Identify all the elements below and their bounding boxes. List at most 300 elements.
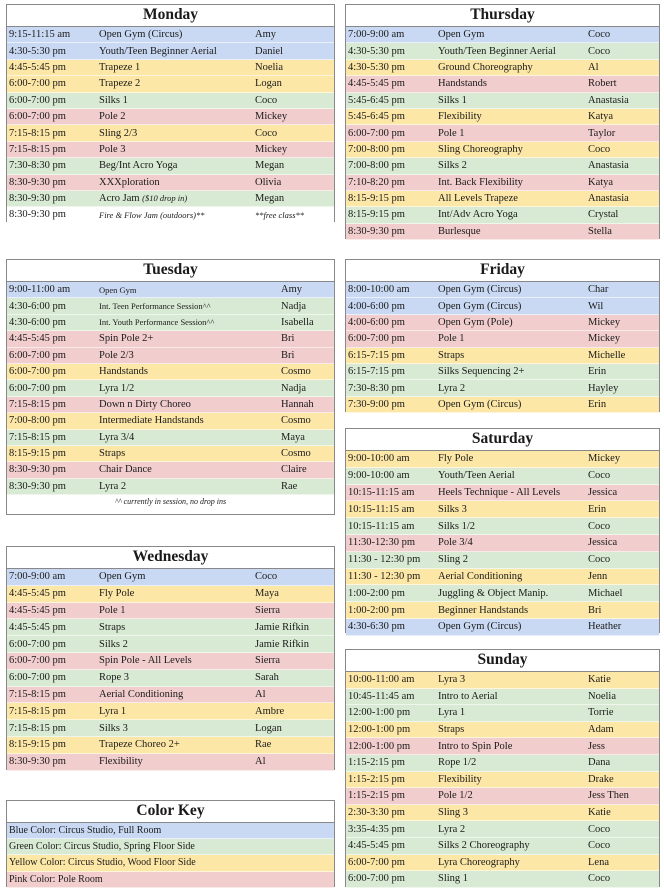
- instructor: Noelia: [588, 690, 616, 702]
- class-name: [99, 689, 255, 700]
- class-name-text: Open Gym (Pole): [438, 316, 513, 328]
- instructor: Megan: [255, 160, 285, 172]
- instructor: Sarah: [255, 672, 279, 684]
- class-name: [438, 160, 588, 171]
- class-time: 8:30-9:30 pm: [9, 756, 66, 768]
- class-time: 8:15-9:15 pm: [9, 448, 66, 460]
- instructor: Coco: [588, 143, 611, 155]
- class-name-text: Youth/Teen Beginner Aerial: [438, 45, 556, 57]
- class-time: 11:30-12:30 pm: [348, 537, 415, 549]
- class-row: [346, 93, 659, 109]
- instructor: Mickey: [255, 111, 288, 123]
- class-name: [438, 824, 588, 835]
- instructor: Jamie Rifkin: [255, 621, 309, 633]
- class-name-text: Youth/Teen Aerial: [438, 470, 515, 482]
- instructor: Mickey: [255, 143, 288, 155]
- class-time: 8:30-9:30 pm: [9, 176, 66, 188]
- class-row: [7, 462, 334, 478]
- class-time: 6:00-7:00 pm: [348, 333, 405, 345]
- class-name-text: Chair Dance: [99, 464, 152, 476]
- class-name: [99, 481, 281, 492]
- class-row: [346, 397, 659, 413]
- color-key-row: [7, 823, 334, 839]
- class-name-text: Silks 2: [438, 160, 467, 172]
- class-name-text: XXXploration: [99, 176, 160, 188]
- class-name: [438, 691, 588, 702]
- class-name: [438, 366, 588, 377]
- class-row: [346, 331, 659, 347]
- instructor: **free class**: [255, 209, 305, 220]
- class-time: 1:15-2:15 pm: [348, 757, 405, 769]
- class-row: [346, 602, 659, 619]
- class-name-text: Silks 1: [99, 94, 128, 106]
- instructor: Adam: [588, 724, 614, 736]
- class-row: [346, 315, 659, 331]
- class-name-text: Lyra 2: [99, 480, 127, 492]
- class-time: 4:45-5:45 pm: [9, 61, 66, 73]
- class-row: [7, 109, 334, 125]
- class-name: [99, 756, 255, 767]
- class-name: [438, 144, 588, 155]
- class-name: [438, 470, 588, 481]
- class-name-text: Silks 1: [438, 94, 467, 106]
- class-name: [99, 317, 281, 327]
- class-name: [99, 672, 255, 683]
- instructor: Al: [588, 61, 599, 73]
- instructor: Isabella: [281, 316, 314, 328]
- class-name-text: Int. Back Flexibility: [438, 176, 523, 188]
- instructor: Erin: [588, 366, 607, 378]
- class-name: [438, 399, 588, 410]
- class-time: 6:00-7:00 pm: [9, 366, 66, 378]
- class-name: [99, 301, 281, 311]
- class-name: [438, 284, 588, 295]
- class-name: [438, 383, 588, 394]
- class-row: [346, 191, 659, 207]
- class-row: [346, 722, 659, 739]
- class-time: 12:00-1:00 pm: [348, 740, 411, 752]
- class-time: 1:15-2:15 pm: [348, 773, 405, 785]
- class-time: 7:00-9:00 am: [348, 29, 405, 41]
- class-time: 7:15-8:15 pm: [9, 688, 66, 700]
- class-time: 10:15-11:15 am: [348, 503, 415, 515]
- instructor: Katya: [588, 111, 614, 123]
- class-name: [438, 504, 588, 515]
- class-time: 8:00-10:00 am: [348, 284, 410, 296]
- class-name: [438, 301, 588, 312]
- class-name-text: Silks 1/2: [438, 520, 476, 532]
- instructor: Coco: [588, 823, 611, 835]
- instructor: Coco: [255, 127, 278, 139]
- class-name-text: Straps: [438, 349, 465, 361]
- class-name: [438, 840, 588, 851]
- class-time: 9:15-11:15 am: [9, 29, 71, 41]
- class-name: [99, 448, 281, 459]
- class-row: [7, 687, 334, 704]
- class-name: [438, 128, 588, 139]
- class-name: [99, 399, 281, 410]
- class-time: 12:00-1:00 pm: [348, 724, 411, 736]
- class-time: 4:30-6:00 pm: [9, 300, 66, 312]
- instructor: Coco: [255, 94, 278, 106]
- instructor: Jamie Rifkin: [255, 638, 309, 650]
- class-row: [7, 380, 334, 396]
- class-time: 4:30-6:30 pm: [348, 621, 405, 633]
- class-row: [346, 585, 659, 602]
- instructor: Jess Then: [588, 790, 629, 802]
- instructor: Stella: [588, 225, 612, 237]
- class-name-text: Flexibility: [99, 756, 143, 768]
- class-name-text: Heels Technique - All Levels: [438, 486, 561, 498]
- class-time: 7:00-8:00 pm: [348, 143, 405, 155]
- class-row: [7, 653, 334, 670]
- class-row: [346, 619, 659, 636]
- class-time: 10:45-11:45 am: [348, 690, 415, 702]
- class-row: [7, 446, 334, 462]
- instructor: Heather: [588, 621, 622, 633]
- class-name: [99, 128, 255, 139]
- sunday-title: Sunday: [346, 650, 659, 672]
- instructor: Nadja: [281, 300, 307, 312]
- class-name-text: Aerial Conditioning: [438, 570, 523, 582]
- instructor: Erin: [588, 398, 607, 410]
- instructor: Maya: [281, 431, 305, 443]
- class-time: 4:30-5:30 pm: [9, 45, 66, 57]
- class-time: 1:00-2:00 pm: [348, 604, 405, 616]
- color-key-label: Pink Color: Pole Room: [9, 873, 103, 885]
- class-row: [346, 298, 659, 314]
- class-row: [7, 397, 334, 413]
- instructor: Ambre: [255, 705, 285, 717]
- instructor: Katie: [588, 674, 611, 686]
- class-time: 6:00-7:00 pm: [348, 856, 405, 868]
- class-name-text: Pole 3/4: [438, 537, 473, 549]
- class-name: [99, 350, 281, 361]
- class-row: [346, 805, 659, 822]
- class-time: 10:15-11:15 am: [348, 520, 415, 532]
- class-row: [346, 207, 659, 223]
- class-time: 4:30-6:00 pm: [9, 316, 66, 328]
- instructor: Cosmo: [281, 415, 311, 427]
- class-row: [7, 142, 334, 158]
- class-name: [438, 724, 588, 735]
- class-row: [346, 380, 659, 396]
- instructor: Bri: [588, 604, 602, 616]
- wednesday-schedule: [6, 546, 335, 770]
- class-name: [438, 62, 588, 73]
- class-row: [346, 451, 659, 468]
- class-row: [346, 788, 659, 805]
- class-name: [99, 95, 255, 106]
- instructor: Crystal: [588, 209, 619, 221]
- class-row: [346, 27, 659, 43]
- class-name-text: Fire & Flow Jam (outdoors)**: [99, 209, 205, 220]
- color-key-row: [7, 855, 334, 871]
- class-name: [99, 111, 255, 122]
- class-time: 7:15-8:15 pm: [9, 143, 66, 155]
- class-name-text: Silks 3: [99, 722, 128, 734]
- class-note: ($10 drop in): [142, 193, 188, 204]
- class-name-text: Trapeze 2: [99, 78, 141, 90]
- instructor: Coco: [588, 840, 611, 852]
- class-time: 6:00-7:00 pm: [348, 127, 405, 139]
- color-key: [6, 800, 335, 887]
- class-row: [7, 348, 334, 364]
- class-time: 4:45-5:45 pm: [9, 621, 66, 633]
- class-row: [346, 552, 659, 569]
- class-name-text: Pole 1: [438, 127, 465, 139]
- class-row: [346, 158, 659, 174]
- instructor: Al: [255, 756, 266, 768]
- class-name: [438, 193, 588, 204]
- class-name-text: Open Gym (Circus): [99, 29, 183, 41]
- instructor: Sierra: [255, 655, 281, 667]
- saturday-title: Saturday: [346, 429, 659, 451]
- instructor: Al: [255, 688, 266, 700]
- class-time: 5:45-6:45 pm: [348, 94, 405, 106]
- class-row: [7, 430, 334, 446]
- class-name-text: Pole 2: [99, 111, 126, 123]
- class-row: [346, 485, 659, 502]
- class-row: [7, 619, 334, 636]
- class-time: 7:00-8:00 pm: [9, 415, 66, 427]
- class-name-text: Straps: [438, 724, 465, 736]
- instructor: Jessica: [588, 486, 618, 498]
- instructor: Hannah: [281, 398, 314, 410]
- class-row: [346, 755, 659, 772]
- instructor: Coco: [588, 520, 611, 532]
- class-name-text: Silks 3: [438, 503, 467, 515]
- class-row: [7, 636, 334, 653]
- class-name-text: Pole 1: [438, 333, 465, 345]
- instructor: Anastasia: [588, 193, 629, 205]
- class-name-text: Trapeze Choreo 2+: [99, 739, 180, 751]
- class-row: [346, 672, 659, 689]
- class-time: 8:30-9:30 pm: [9, 193, 66, 205]
- class-name: [438, 605, 588, 616]
- class-row: [7, 413, 334, 429]
- class-time: 5:45-6:45 pm: [348, 111, 405, 123]
- class-name-text: Silks 2: [99, 638, 128, 650]
- class-row: [346, 109, 659, 125]
- class-row: [346, 125, 659, 141]
- class-time: 1:00-2:00 pm: [348, 587, 405, 599]
- class-name: [438, 95, 588, 106]
- class-time: 8:15-9:15 pm: [348, 209, 405, 221]
- class-time: 8:15-9:15 pm: [348, 193, 405, 205]
- class-name-text: Fly Pole: [438, 453, 474, 465]
- class-time: 2:30-3:30 pm: [348, 807, 405, 819]
- class-name: [99, 383, 281, 394]
- class-name: [438, 78, 588, 89]
- class-name-text: Open Gym (Circus): [438, 284, 522, 296]
- class-row: [346, 772, 659, 789]
- class-row: [7, 569, 334, 586]
- class-name: [99, 29, 255, 40]
- class-name-text: Beg/Int Acro Yoga: [99, 160, 178, 172]
- class-row: [346, 569, 659, 586]
- class-name-text: Acro Jam: [99, 193, 140, 205]
- class-name-text: Pole 1: [99, 604, 126, 616]
- class-row: [346, 468, 659, 485]
- class-name: [438, 317, 588, 328]
- instructor: Taylor: [588, 127, 616, 139]
- class-name: [438, 453, 588, 464]
- class-name: [438, 209, 588, 220]
- class-name-text: Lyra 2: [438, 823, 466, 835]
- class-time: 7:15-8:15 pm: [9, 705, 66, 717]
- class-name: [438, 707, 588, 718]
- class-name-text: Beginner Handstands: [438, 604, 529, 616]
- class-name: [99, 706, 255, 717]
- class-name-text: Silks 2 Choreography: [438, 840, 530, 852]
- class-name-text: Int. Teen Performance Session^^: [99, 301, 211, 312]
- class-name: [438, 350, 588, 361]
- class-time: 6:15-7:15 pm: [348, 349, 405, 361]
- instructor: Lena: [588, 856, 609, 868]
- class-time: 8:30-9:30 pm: [348, 225, 405, 237]
- instructor: Coco: [588, 470, 611, 482]
- class-name-text: Lyra 2: [438, 382, 466, 394]
- class-name: [438, 46, 588, 57]
- class-name: [99, 62, 255, 73]
- class-time: 6:00-7:00 pm: [9, 672, 66, 684]
- class-row: [7, 586, 334, 603]
- instructor: Anastasia: [588, 94, 629, 106]
- class-row: [346, 224, 659, 240]
- class-row: [346, 738, 659, 755]
- class-row: [7, 737, 334, 754]
- instructor: Anastasia: [588, 160, 629, 172]
- class-name-text: Open Gym: [99, 284, 137, 295]
- class-row: [346, 76, 659, 92]
- class-time: 6:00-7:00 pm: [348, 873, 405, 885]
- class-name-text: Trapeze 1: [99, 61, 141, 73]
- friday-schedule: [345, 259, 660, 412]
- class-row: [7, 298, 334, 314]
- instructor: Megan: [255, 193, 285, 205]
- instructor: Erin: [588, 503, 607, 515]
- class-name: [438, 774, 588, 785]
- color-key-label: Blue Color: Circus Studio, Full Room: [9, 825, 162, 837]
- class-time: 1:15-2:15 pm: [348, 790, 405, 802]
- class-name-text: Lyra 1/2: [99, 382, 135, 394]
- class-name: [438, 873, 588, 884]
- class-row: [346, 43, 659, 59]
- colorkey-title: Color Key: [7, 801, 334, 823]
- instructor: Coco: [588, 554, 611, 566]
- class-name-text: Ground Choreography: [438, 61, 533, 73]
- class-time: 6:15-7:15 pm: [348, 366, 405, 378]
- class-row: [346, 855, 659, 872]
- class-time: 6:00-7:00 pm: [9, 655, 66, 667]
- class-name: [99, 464, 281, 475]
- class-name-text: Spin Pole - All Levels: [99, 655, 192, 667]
- class-name: [438, 807, 588, 818]
- instructor: Mickey: [588, 316, 621, 328]
- class-name: [438, 521, 588, 532]
- class-name: [99, 285, 281, 295]
- class-time: 4:30-5:30 pm: [348, 45, 405, 57]
- class-time: 10:00-11:00 am: [348, 674, 415, 686]
- class-row: [346, 501, 659, 518]
- class-name-text: Handstands: [438, 78, 487, 90]
- thursday-title: Thursday: [346, 5, 659, 27]
- class-name: [438, 757, 588, 768]
- class-row: [7, 125, 334, 141]
- class-name-text: Intro to Aerial: [438, 690, 498, 702]
- class-name: [99, 622, 255, 633]
- instructor: Jessica: [588, 537, 618, 549]
- class-time: 12:00-1:00 pm: [348, 707, 411, 719]
- class-time: 7:30-8:30 pm: [348, 382, 405, 394]
- instructor: Logan: [255, 78, 282, 90]
- monday-title: Monday: [7, 5, 334, 27]
- instructor: Coco: [255, 571, 278, 583]
- instructor: Daniel: [255, 45, 283, 57]
- class-row: [346, 60, 659, 76]
- instructor: Wil: [588, 300, 604, 312]
- class-row: [7, 479, 334, 495]
- instructor: Katie: [588, 807, 611, 819]
- instructor: Drake: [588, 773, 614, 785]
- class-name-text: Lyra Choreography: [438, 856, 520, 868]
- class-name-text: Aerial Conditioning: [99, 688, 184, 700]
- saturday-schedule: [345, 428, 660, 633]
- class-name: [99, 144, 255, 155]
- class-row: [346, 142, 659, 158]
- class-time: 6:00-7:00 pm: [9, 94, 66, 106]
- class-time: 9:00-11:00 am: [9, 284, 71, 296]
- class-name: [438, 537, 588, 548]
- class-time: 7:00-8:00 pm: [348, 160, 405, 172]
- class-row: [7, 364, 334, 380]
- class-name: [99, 366, 281, 377]
- wednesday-title: Wednesday: [7, 547, 334, 569]
- class-name-text: Open Gym: [99, 571, 146, 583]
- class-row: [7, 191, 334, 207]
- class-name-text: Pole 2/3: [99, 349, 134, 361]
- class-name-text: Straps: [99, 448, 126, 460]
- class-name-text: All Levels Trapeze: [438, 193, 518, 205]
- class-time: 7:15-8:15 pm: [9, 431, 66, 443]
- class-name-text: Int/Adv Acro Yoga: [438, 209, 518, 221]
- class-row: [7, 282, 334, 298]
- class-row: [7, 27, 334, 43]
- class-name-text: Flexibility: [438, 773, 482, 785]
- class-name: [438, 29, 588, 40]
- class-time: 7:00-9:00 am: [9, 571, 66, 583]
- class-row: [7, 331, 334, 347]
- instructor: Coco: [588, 45, 611, 57]
- class-row: [346, 821, 659, 838]
- instructor: Jenn: [588, 570, 608, 582]
- class-time: 7:10-8:20 pm: [348, 176, 405, 188]
- class-name: [438, 621, 588, 632]
- class-name-text: Open Gym (Circus): [438, 300, 522, 312]
- class-name-text: Lyra 1: [438, 707, 466, 719]
- class-row: [7, 754, 334, 771]
- class-name-text: Open Gym: [438, 29, 485, 41]
- class-row: [7, 76, 334, 92]
- class-name-text: Sling 2: [438, 554, 469, 566]
- class-row: [346, 282, 659, 298]
- class-time: 6:00-7:00 pm: [9, 78, 66, 90]
- class-name: [438, 674, 588, 685]
- instructor: Cosmo: [281, 366, 311, 378]
- instructor: Rae: [281, 480, 298, 492]
- class-time: 6:00-7:00 pm: [9, 638, 66, 650]
